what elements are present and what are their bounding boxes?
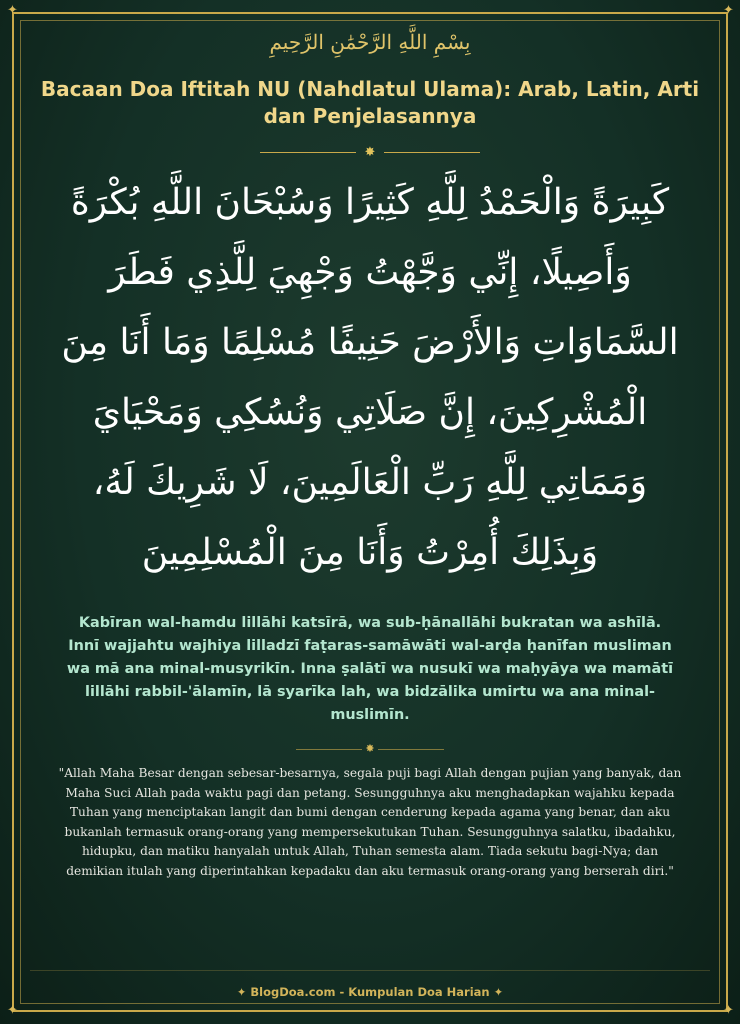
arabic-text: كَبِيرَةً وَالْحَمْدُ لِلَّهِ كَثِيرًا وَسُبْحَانَ اللَّهِ بُكْرَةً وَأَصِيلًا، إِنِّي وَجَّهْتُ وَجْهِيَ لِلَّذِي فَطَرَ السَّمَاوَاتِ وَالأَرْضَ حَنِيفًا مُسْلِمًا وَمَا أَنَا مِنَ الْمُشْرِكِينَ، إِنَّ صَلَاتِي وَنُسُكِي وَمَحْيَايَ وَمَمَاتِي لِلَّهِ رَبِّ الْعَالَمِينَ، لَا شَرِيكَ لَهُ، وَبِذَلِكَ أُمِرْتُ وَأَنَا مِنَ الْمُسْلِمِينَ (61, 182, 679, 573)
corner-ornament-icon: ✦ (723, 1003, 734, 1018)
corner-ornament-icon: ✦ (723, 3, 734, 18)
ornament-star-icon: ✸ (365, 742, 375, 755)
corner-ornament-icon: ✦ (7, 1003, 18, 1018)
top-divider (260, 146, 480, 160)
footer-divider (30, 970, 710, 971)
bismillah: بِسْمِ اللَّهِ الرَّحْمَٰنِ الرَّحِيمِ (269, 30, 471, 54)
page-title: Bacaan Doa Iftitah NU (Nahdlatul Ulama): Arab, Latin, Arti dan Penjelasannya (40, 77, 700, 128)
corner-ornament-icon: ✦ (7, 3, 18, 18)
middle-divider (296, 744, 444, 756)
latin-transliteration: Kabīran wal-hamdu lillāhi katsīrā, wa sub-ḥānallāhi bukratan wa ashīlā. Innī wajjahtu wajhiya lilladzī faṭaras-samāwāti wal-arḍa ḥanīfan musliman wa mā ana minal-musyrikīn. Inna ṣalātī wa nusukī wa maḥyāya wa mamātī lillāhi rabbil-'ālamīn, lā syarīka lah, wa bidzālika umirtu wa ana minal-muslimīn. (66, 615, 674, 723)
ornament-star-icon: ✸ (364, 145, 376, 160)
translation-text: "Allah Maha Besar dengan sebesar-besarnya, segala puji bagi Allah dengan pujian yang banyak, dan Maha Suci Allah pada waktu pagi dan petang. Sesungguhnya aku menghadapkan wajahku kepada Tuhan yang menciptakan langit dan bumi dengan cenderung kepada agama yang benar, dan aku bukanlah termasuk orang-orang yang mempersekutukan Tuhan. Sesungguhnya salatku, ibadahku, hidupku, dan matiku hanyalah untuk Allah, Tuhan semesta alam. Tiada sekutu bagi-Nya; dan demikian itulah yang diperintahkan kepadaku dan aku termasuk orang-orang yang berserah diri." (58, 766, 682, 878)
footer-credit: ✦ BlogDoa.com - Kumpulan Doa Harian ✦ (236, 985, 504, 999)
